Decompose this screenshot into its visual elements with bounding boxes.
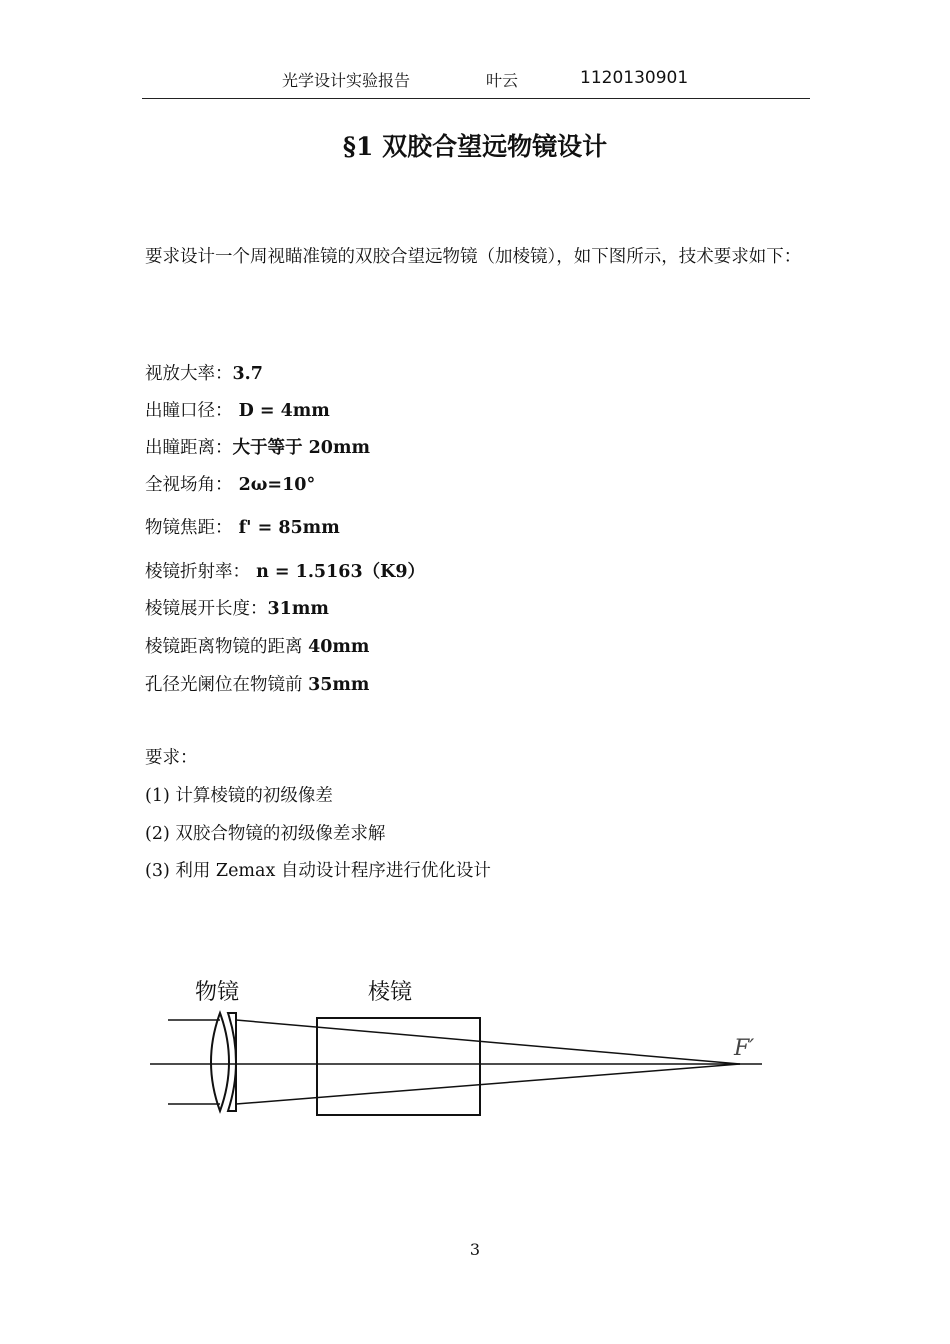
optical-diagram: [140, 965, 780, 1135]
requirements-heading: 要求：: [145, 748, 198, 768]
intro-paragraph: 要求设计一个周视瞄准镜的双胶合望远物镜（加棱镜），如下图所示，技术要求如下：: [145, 247, 802, 267]
spec-item: 孔径光阑位在物镜前 35mm: [145, 675, 370, 695]
spec-item: 物镜焦距： f' = 85mm: [145, 518, 340, 538]
objective-lens: [211, 1013, 229, 1111]
spec-item: 视放大率：3.7: [145, 364, 263, 384]
requirement-item: (2) 双胶合物镜的初级像差求解: [145, 824, 386, 844]
prism-label: 棱镜: [368, 980, 413, 1005]
spec-item: 出瞳距离：大于等于 20mm: [145, 438, 370, 458]
page-header: [142, 64, 810, 99]
section-title: §1 双胶合望远物镜设计: [342, 132, 608, 161]
requirement-item: (1) 计算棱镜的初级像差: [145, 786, 333, 806]
spec-item: 棱镜折射率： n = 1.5163（K9）: [145, 562, 426, 582]
header-title: 光学设计实验报告: [282, 71, 411, 90]
objective-label: 物镜: [195, 980, 240, 1005]
prism-block: [317, 1018, 480, 1115]
page-number: 3: [469, 1240, 481, 1259]
spec-item: 棱镜距离物镜的距离 40mm: [145, 637, 370, 657]
converging-ray-upper: [236, 1020, 740, 1064]
requirement-item: (3) 利用 Zemax 自动设计程序进行优化设计: [145, 861, 491, 881]
focal-point-label: F′: [734, 1036, 755, 1061]
converging-ray-lower: [236, 1064, 740, 1104]
spec-item: 全视场角： 2ω=10°: [145, 475, 316, 495]
header-author: 叶云: [486, 71, 519, 90]
spec-item: 出瞳口径： D = 4mm: [145, 401, 330, 421]
spec-item: 棱镜展开长度：31mm: [145, 599, 329, 619]
header-student-id: 1120130901: [580, 68, 689, 88]
